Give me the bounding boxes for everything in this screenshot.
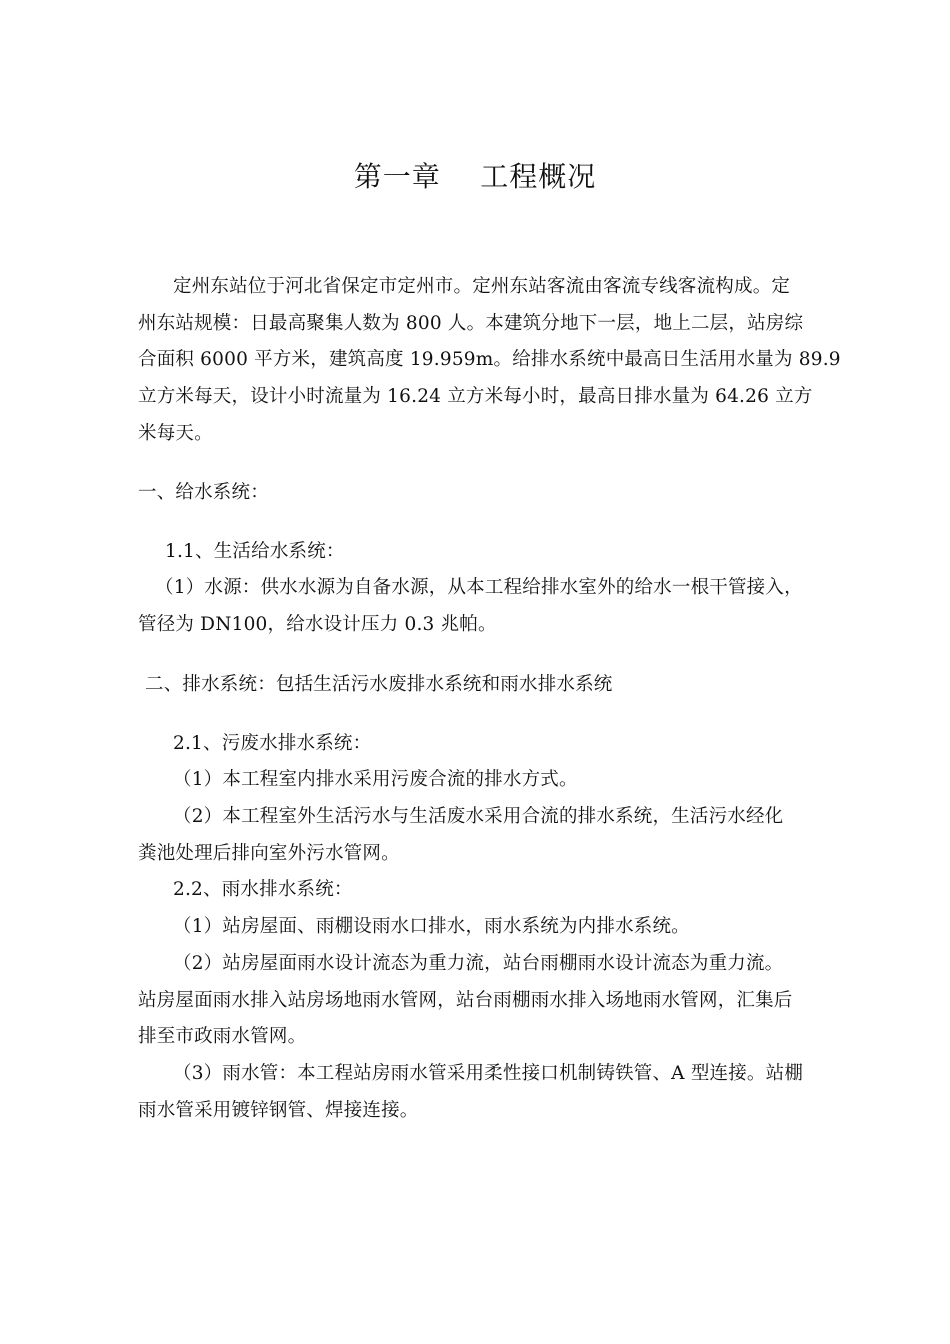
section1-sub1-heading: 1.1、生活给水系统：	[165, 541, 345, 562]
section2-sub2-heading: 2.2、雨水排水系统：	[173, 879, 353, 900]
intro-line-5: 米每天。	[138, 423, 213, 444]
section1-sub1-item1-line-1: （1）水源：供水水源为自备水源，从本工程给排水室外的给水一根干管接入，	[155, 577, 803, 598]
section2-sub1-heading: 2.1、污废水排水系统：	[173, 733, 372, 754]
intro-line-3: 合面积 6000 平方米，建筑高度 19.959m。给排水系统中最高日生活用水量为 89.9	[138, 349, 841, 370]
intro-line-4: 立方米每天，设计小时流量为 16.24 立方米每小时，最高日排水量为 64.26 立方	[138, 386, 813, 407]
section2-sub1-item2-line-1: （2）本工程室外生活污水与生活废水采用合流的排水系统，生活污水经化	[173, 806, 784, 827]
intro-line-1: 定州东站位于河北省保定市定州市。定州东站客流由客流专线客流构成。定	[173, 276, 791, 297]
section2-sub2-item2-line-1: （2）站房屋面雨水设计流态为重力流，站台雨棚雨水设计流态为重力流。	[173, 953, 784, 974]
chapter-title: 第一章 工程概况	[353, 160, 597, 193]
section2-heading: 二、排水系统：包括生活污水废排水系统和雨水排水系统	[145, 674, 613, 695]
section2-sub1-item1: （1）本工程室内排水采用污废合流的排水方式。	[173, 769, 578, 790]
section1-sub1-item1-line-2: 管径为 DN100，给水设计压力 0.3 兆帕。	[138, 614, 497, 635]
section2-sub2-item2-line-3: 排至市政雨水管网。	[138, 1026, 307, 1047]
section1-heading: 一、给水系统：	[138, 482, 269, 503]
section2-sub2-item3-line-1: （3）雨水管：本工程站房雨水管采用柔性接口机制铸铁管、A 型连接。站棚	[173, 1063, 804, 1084]
section2-sub2-item1: （1）站房屋面、雨棚设雨水口排水，雨水系统为内排水系统。	[173, 916, 690, 937]
section2-sub1-item2-line-2: 粪池处理后排向室外污水管网。	[138, 843, 400, 864]
section2-sub2-item2-line-2: 站房屋面雨水排入站房场地雨水管网，站台雨棚雨水排入场地雨水管网，汇集后	[138, 990, 793, 1011]
section2-sub2-item3-line-2: 雨水管采用镀锌钢管、焊接连接。	[138, 1100, 419, 1121]
intro-line-2: 州东站规模：日最高聚集人数为 800 人。本建筑分地下一层，地上二层，站房综	[138, 313, 804, 334]
